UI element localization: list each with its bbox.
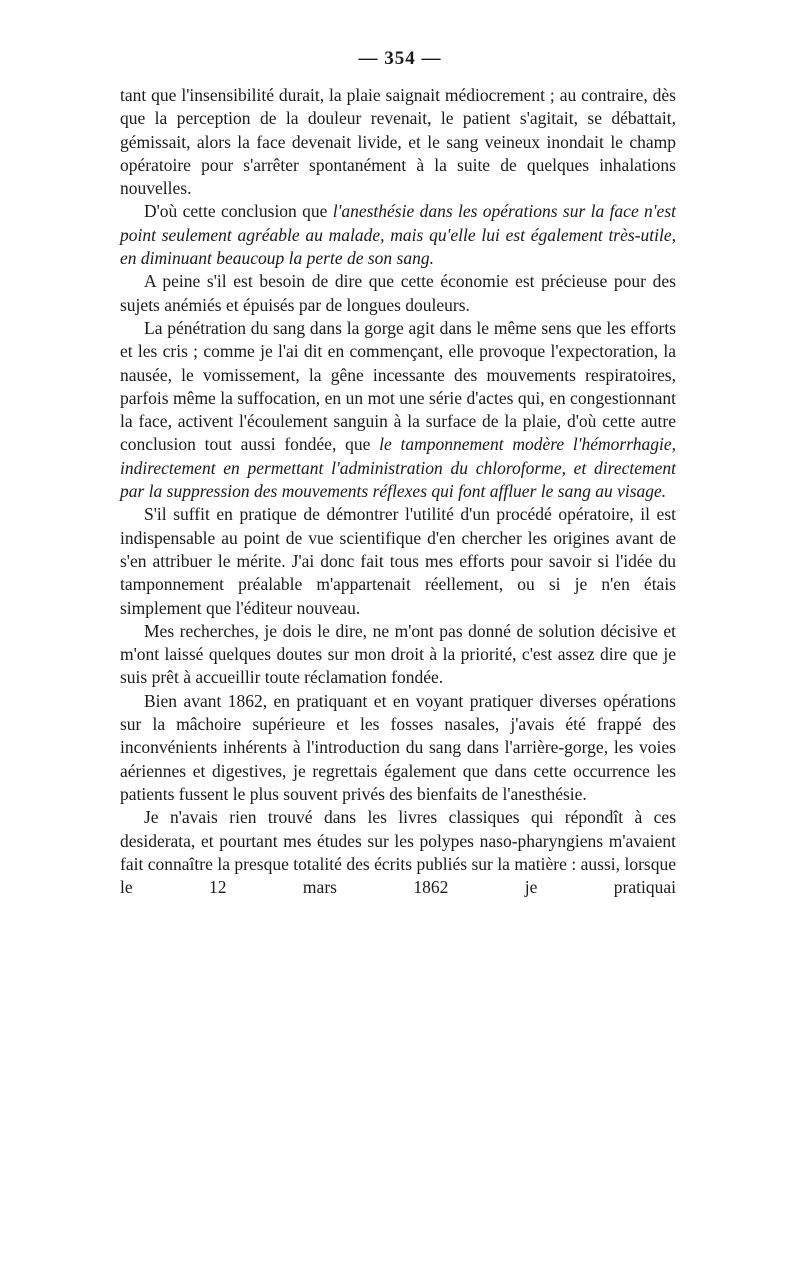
text-run: Je n'avais rien trouvé dans les livres classiques qui répondît à ces desiderata, et pourtant mes études sur les polypes naso-pharyngiens m'avaient fait connaître la presque totalité des écrits publiés sur la matière : aussi, lorsque le 12 mars 1862 je pratiquai: [120, 807, 676, 898]
paragraph: [120, 503, 676, 619]
page-number: — 354 —: [358, 48, 442, 69]
body-text: [120, 84, 676, 899]
text-run: Mes recherches, je dois le dire, ne m'ont pas donné de solution décisive et m'ont laissé quelques doutes sur mon droit à la priorité, c'est assez dire que je suis prêt à accueillir toute réclamation fondée.: [120, 620, 676, 688]
paragraph: [120, 270, 676, 317]
paragraph: [120, 620, 676, 690]
paragraph: [120, 200, 676, 270]
text-run: tant que l'insensibilité durait, la plaie saignait médiocrement ; au contraire, dès que la perception de la douleur revenait, le patient s'agitait, se débattait, gémissait, alors la face devenait livide, et le sang veineux inondait le champ opératoire pour s'arrêter spontanément à la suite de quelques inhalations nouvelles.: [120, 85, 676, 199]
paragraph: [120, 317, 676, 503]
paragraph: [120, 806, 676, 899]
text-run: La pénétration du sang dans la gorge agit dans le même sens que les efforts et les cris ; comme je l'ai dit en commençant, elle provoque l'expectoration, la nausée, le vomissement, la gêne incessante des mouvements respiratoires, parfois même la suffocation, en un mot une série d'actes qui, en congestionnant la face, activent l'écoulement sanguin à la surface de la plaie, d'où cette autre conclusion tout aussi fondée, que: [120, 317, 676, 455]
text-run: A peine s'il est besoin de dire que cette économie est précieuse pour des sujets anémiés et épuisés par de longues douleurs.: [120, 271, 676, 315]
text-run: D'où cette conclusion que: [144, 201, 333, 222]
italic-text: le tamponnement modère l'hémorrhagie, indirectement en permettant l'administration du chloroforme, et directement par la suppression des mouvements réflexes qui font affluer le sang au visage.: [120, 434, 676, 502]
paragraph: [120, 690, 676, 806]
paragraph: [120, 84, 676, 200]
text-run: S'il suffit en pratique de démontrer l'utilité d'un procédé opératoire, il est indispensable au point de vue scientifique d'en chercher les origines avant de s'en attribuer le mérite. J'ai donc fait tous mes efforts pour savoir si l'idée du tamponnement préalable m'appartenait réellement, ou si je n'en étais simplement que l'éditeur nouveau.: [120, 504, 676, 618]
italic-text: l'anesthésie dans les opérations sur la face n'est point seulement agréable au malade, mais qu'elle lui est également très-utile, en diminuant beaucoup la perte de son sang.: [120, 201, 676, 269]
text-run: Bien avant 1862, en pratiquant et en voyant pratiquer diverses opérations sur la mâchoire supérieure et les fosses nasales, j'avais été frappé des inconvénients inhérents à l'introduction du sang dans l'arrière-gorge, les voies aériennes et digestives, je regrettais également que dans cette occurrence les patients fussent le plus souvent privés des bienfaits de l'anesthésie.: [120, 690, 676, 804]
